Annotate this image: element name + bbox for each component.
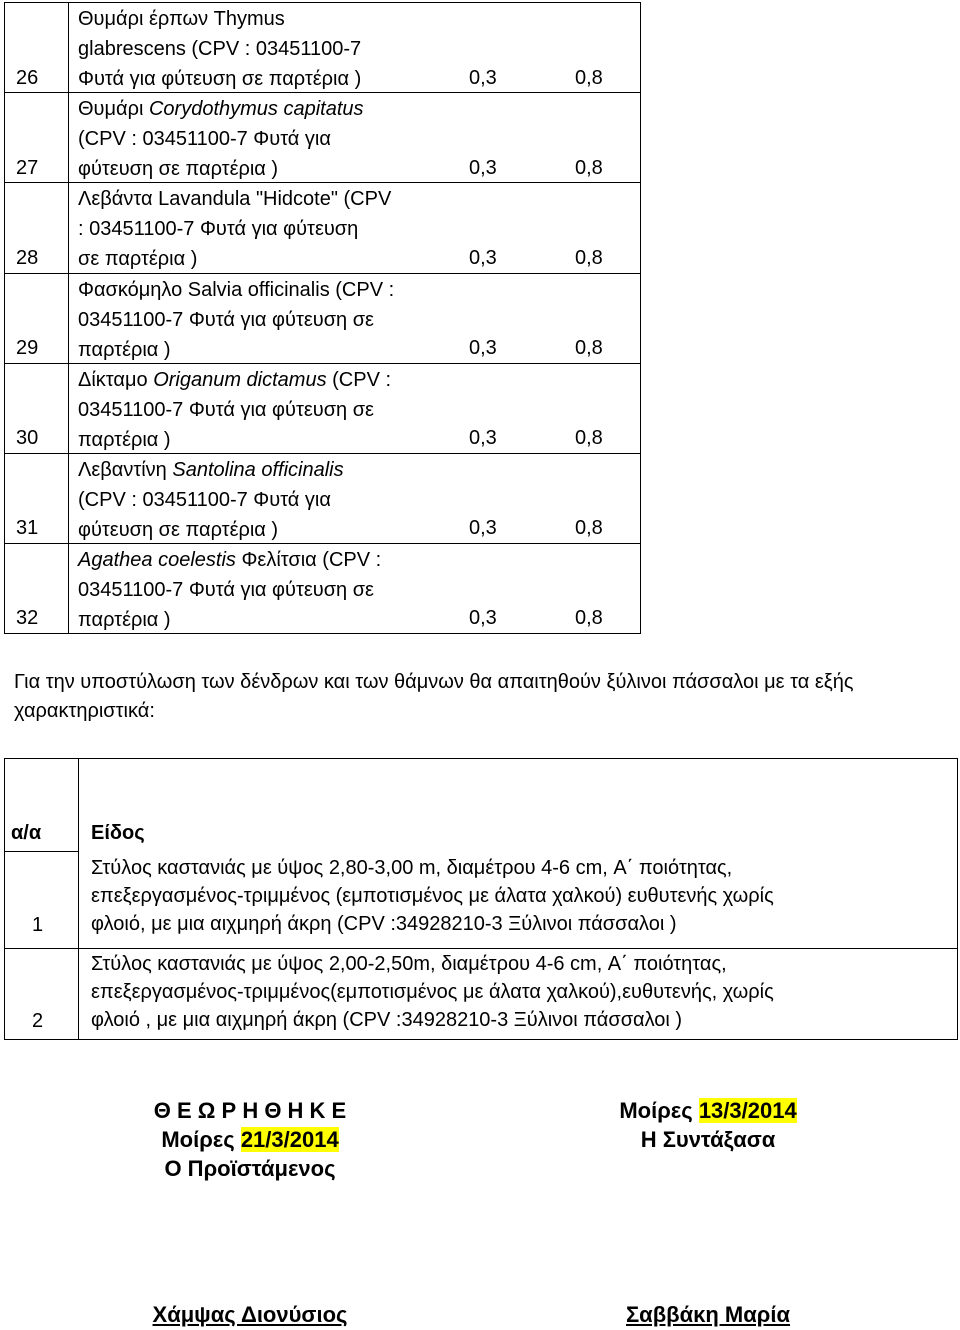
row-number: 28 bbox=[16, 247, 39, 269]
row-number: 2 bbox=[32, 1010, 44, 1032]
quantity-2: 0,8 bbox=[575, 67, 603, 89]
stake-description: Στύλος καστανιάς με ύψος 2,00-2,50m, διαμέτρου 4-6 cm, Α΄ ποιότητας, επεξεργασμένος-τριμμένος(εμποτισμένος με άλατα χαλκού),ευθυτενής, χωρίς φλοιό , με μια αιχμηρή άκρη (CPV :34928210-3 Ξύλινοι πάσσαλοι ) bbox=[91, 953, 774, 1031]
quantity-2: 0,8 bbox=[575, 517, 603, 539]
stake-description: Στύλος καστανιάς με ύψος 2,80-3,00 m, διαμέτρου 4-6 cm, Α΄ ποιότητας, επεξεργασμένος-τριμμένος (εμποτισμένος με άλατα χαλκού) ευθυτενής χωρίς φλοιό, με μια αιχμηρή άκρη (CPV :34928210-3 Ξύλινοι πάσσαλοι ) bbox=[91, 857, 774, 935]
approval-block bbox=[120, 1096, 380, 1183]
quantity-1: 0,3 bbox=[469, 157, 497, 179]
row-number: 27 bbox=[16, 157, 39, 179]
quantity-2: 0,8 bbox=[575, 157, 603, 179]
stakes-table bbox=[4, 758, 958, 1040]
row-number: 26 bbox=[16, 67, 39, 89]
quantity-2: 0,8 bbox=[575, 337, 603, 359]
author-block bbox=[578, 1096, 838, 1154]
author-date: 13/3/2014 bbox=[698, 1098, 797, 1123]
plant-description: Θυμάρι Corydothymus capitatus (CPV : 03451100-7 Φυτά για φύτευση σε παρτέρια ) bbox=[78, 98, 364, 180]
plant-description: Agathea coelestis Φελίτσια (CPV : 03451100-7 Φυτά για φύτευση σε παρτέρια ) bbox=[78, 549, 382, 631]
plants-table bbox=[4, 2, 958, 634]
row-number: 30 bbox=[16, 427, 39, 449]
row-number: 1 bbox=[32, 914, 44, 936]
quantity-2: 0,8 bbox=[575, 427, 603, 449]
author-name: Σαββάκη Μαρία bbox=[625, 1302, 791, 1327]
approval-role: Ο Προϊστάμενος bbox=[164, 1156, 336, 1181]
quantity-1: 0,3 bbox=[469, 67, 497, 89]
quantity-1: 0,3 bbox=[469, 607, 497, 629]
row-number: 32 bbox=[16, 607, 39, 629]
approver-name: Χάμψας Διονύσιος bbox=[152, 1302, 348, 1327]
quantity-2: 0,8 bbox=[575, 607, 603, 629]
quantity-1: 0,3 bbox=[469, 517, 497, 539]
plant-description: Λεβάντα Lavandula "Hidcote" (CPV : 03451100-7 Φυτά για φύτευση σε παρτέρια ) bbox=[78, 188, 392, 270]
plant-description: Δίκταμο Origanum dictamus (CPV : 03451100-7 Φυτά για φύτευση σε παρτέρια ) bbox=[78, 369, 392, 451]
author-role: Η Συντάξασα bbox=[640, 1127, 776, 1152]
approval-title: Θ Ε Ω Ρ Η Θ Η Κ Ε bbox=[153, 1098, 347, 1123]
plant-description: Θυμάρι έρπων Thymus glabrescens (CPV : 03451100-7 Φυτά για φύτευση σε παρτέρια ) bbox=[78, 8, 362, 90]
row-number: 31 bbox=[16, 517, 39, 539]
quantity-2: 0,8 bbox=[575, 247, 603, 269]
quantity-1: 0,3 bbox=[469, 247, 497, 269]
approval-date: 21/3/2014 bbox=[240, 1127, 339, 1152]
author-date-line: Μοίρες 13/3/2014 bbox=[619, 1098, 797, 1123]
column-header-type: Είδος bbox=[91, 822, 145, 844]
plant-description: Λεβαντίνη Santolina officinalis (CPV : 03451100-7 Φυτά για φύτευση σε παρτέρια ) bbox=[78, 459, 344, 541]
intro-paragraph: Για την υποστύλωση των δένδρων και των θάμνων θα απαιτηθούν ξύλινοι πάσσαλοι με τα εξής χαρακτηριστικά: bbox=[14, 671, 854, 722]
quantity-1: 0,3 bbox=[469, 337, 497, 359]
column-header-number: α/α bbox=[11, 822, 42, 844]
plant-description: Φασκόμηλο Salvia officinalis (CPV : 03451100-7 Φυτά για φύτευση σε παρτέρια ) bbox=[78, 279, 395, 361]
approval-date-line: Μοίρες 21/3/2014 bbox=[161, 1127, 339, 1152]
quantity-1: 0,3 bbox=[469, 427, 497, 449]
row-number: 29 bbox=[16, 337, 39, 359]
